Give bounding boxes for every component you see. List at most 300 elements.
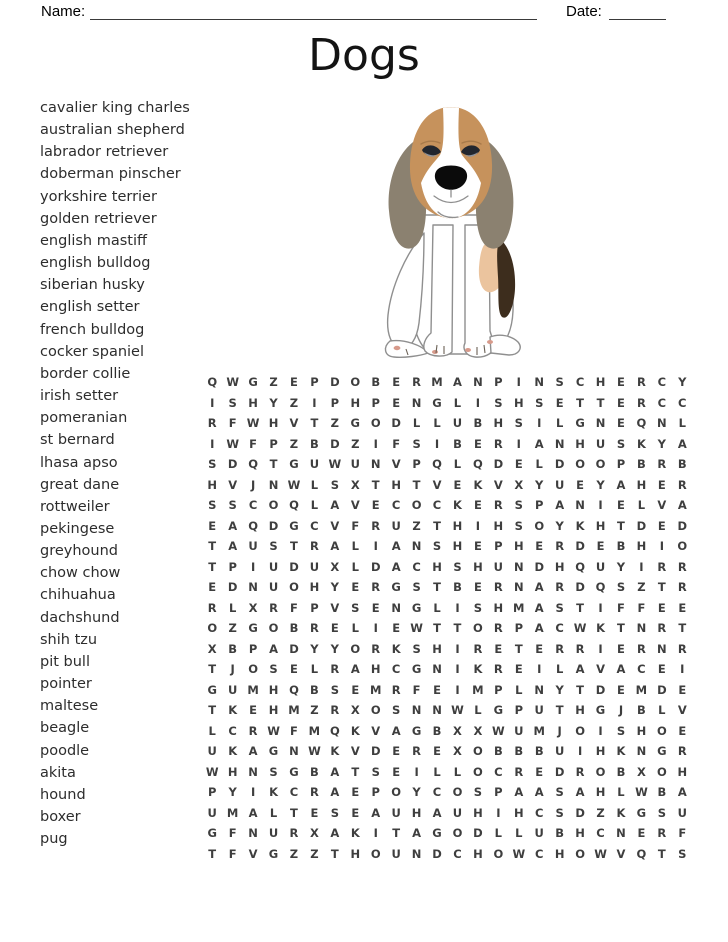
grid-letter: P xyxy=(412,457,421,472)
grid-letter: Z xyxy=(289,395,299,410)
grid-letter: L xyxy=(453,764,462,779)
grid-letter: T xyxy=(576,395,585,410)
grid-letter: E xyxy=(678,723,687,738)
grid-letter: O xyxy=(595,457,606,472)
grid-letter: E xyxy=(392,375,401,390)
page-title: Dogs xyxy=(308,30,420,81)
grid-letter: N xyxy=(432,703,442,718)
grid-letter: U xyxy=(534,826,544,841)
grid-letter: S xyxy=(228,395,237,410)
grid-letter: S xyxy=(330,682,339,697)
grid-letter: U xyxy=(534,703,544,718)
name-blank-line xyxy=(90,18,537,20)
grid-letter: N xyxy=(411,703,422,718)
grid-letter: N xyxy=(636,744,647,759)
grid-letter: H xyxy=(268,416,279,431)
grid-letter: U xyxy=(227,682,238,697)
grid-letter: Z xyxy=(351,436,360,451)
grid-letter: K xyxy=(228,703,238,718)
grid-letter: Y xyxy=(596,477,605,492)
grid-letter: S xyxy=(330,477,339,492)
grid-letter: A xyxy=(575,785,585,800)
grid-letter: E xyxy=(617,395,625,410)
grid-letter: R xyxy=(493,662,503,677)
grid-letter: H xyxy=(452,518,463,533)
grid-letter: A xyxy=(269,641,278,656)
grid-letter: I xyxy=(496,805,501,820)
grid-letter: E xyxy=(371,600,380,615)
grid-letter: Y xyxy=(412,785,421,800)
grid-letter: S xyxy=(269,764,278,779)
name-label: Name: xyxy=(41,3,86,20)
grid-letter: S xyxy=(616,723,626,738)
grid-letter: S xyxy=(208,498,217,513)
grid-letter: F xyxy=(228,826,237,841)
grid-letter: O xyxy=(391,785,402,800)
grid-letter: A xyxy=(677,498,687,513)
grid-letter: K xyxy=(453,498,462,513)
grid-letter: K xyxy=(596,621,605,636)
grid-letter: Z xyxy=(289,436,299,451)
grid-letter: E xyxy=(617,682,625,697)
grid-letter: L xyxy=(228,600,237,615)
grid-letter: A xyxy=(228,518,238,533)
grid-letter: R xyxy=(677,559,687,574)
grid-letter: R xyxy=(555,580,565,595)
grid-letter: O xyxy=(207,621,218,636)
grid-letter: E xyxy=(473,580,482,595)
grid-letter: D xyxy=(432,846,442,861)
grid-letter: I xyxy=(373,539,378,554)
grid-letter: N xyxy=(575,498,585,513)
grid-letter: E xyxy=(392,395,401,410)
word-list-item: beagle xyxy=(40,720,90,737)
grid-letter: L xyxy=(678,416,686,431)
grid-letter: N xyxy=(411,846,422,861)
grid-letter: V xyxy=(596,662,605,677)
grid-letter: V xyxy=(228,477,238,492)
grid-letter: R xyxy=(657,621,667,636)
grid-letter: Q xyxy=(636,416,647,431)
grid-letter: H xyxy=(595,518,606,533)
grid-letter: M xyxy=(288,703,300,718)
grid-letter: C xyxy=(596,826,605,841)
grid-letter: T xyxy=(433,621,441,636)
grid-letter: R xyxy=(207,600,217,615)
grid-letter: T xyxy=(433,518,441,533)
grid-letter: C xyxy=(678,395,687,410)
grid-letter: R xyxy=(636,375,646,390)
grid-letter: X xyxy=(350,477,360,492)
grid-letter: I xyxy=(577,744,583,759)
grid-letter: T xyxy=(576,600,585,615)
grid-letter: E xyxy=(351,805,360,820)
grid-letter: R xyxy=(473,641,483,656)
grid-letter: L xyxy=(310,498,319,513)
grid-letter: A xyxy=(534,600,544,615)
grid-letter: A xyxy=(248,805,258,820)
grid-letter: G xyxy=(411,600,422,615)
grid-letter: T xyxy=(576,682,585,697)
grid-letter: P xyxy=(208,785,217,800)
grid-letter: U xyxy=(493,559,504,574)
grid-letter: Z xyxy=(330,416,340,431)
grid-letter: N xyxy=(657,641,667,656)
grid-letter: S xyxy=(616,436,626,451)
grid-letter: A xyxy=(248,744,258,759)
grid-letter: V xyxy=(350,744,360,759)
word-list-item: australian shepherd xyxy=(40,122,185,139)
word-list-item: french bulldog xyxy=(40,321,145,338)
grid-letter: E xyxy=(535,764,544,779)
grid-letter: Q xyxy=(207,375,218,390)
grid-letter: T xyxy=(310,416,319,431)
dog-right-hind-paw xyxy=(490,335,520,355)
grid-letter: O xyxy=(350,641,361,656)
grid-letter: R xyxy=(493,621,503,636)
grid-letter: A xyxy=(330,539,340,554)
grid-letter: L xyxy=(269,805,278,820)
grid-letter: W xyxy=(226,375,239,390)
grid-letter: A xyxy=(330,764,340,779)
grid-letter: Y xyxy=(310,641,319,656)
grid-letter: H xyxy=(473,559,483,574)
grid-letter: M xyxy=(247,682,259,697)
grid-letter: Z xyxy=(310,703,319,718)
grid-letter: S xyxy=(208,457,217,472)
grid-letter: G xyxy=(207,826,217,841)
grid-letter: Y xyxy=(555,518,564,533)
grid-letter: T xyxy=(514,641,523,656)
grid-letter: K xyxy=(350,723,360,738)
word-list-item: pit bull xyxy=(40,653,90,670)
word-list-item: chihuahua xyxy=(40,587,116,604)
grid-letter: I xyxy=(434,436,440,451)
grid-letter: H xyxy=(636,477,647,492)
grid-letter: R xyxy=(514,764,524,779)
grid-letter: R xyxy=(657,559,667,574)
grid-letter: N xyxy=(248,826,258,841)
grid-letter: H xyxy=(493,600,504,615)
grid-letter: V xyxy=(289,416,299,431)
grid-letter: Y xyxy=(657,436,666,451)
grid-letter: C xyxy=(575,375,585,390)
letter-grid xyxy=(202,372,693,864)
grid-letter: A xyxy=(534,436,544,451)
grid-letter: G xyxy=(289,764,299,779)
grid-letter: P xyxy=(514,703,523,718)
grid-letter: D xyxy=(473,826,483,841)
grid-letter: H xyxy=(207,477,218,492)
grid-letter: I xyxy=(659,539,664,554)
grid-letter: I xyxy=(312,395,317,410)
grid-letter: N xyxy=(411,395,422,410)
grid-letter: S xyxy=(494,395,503,410)
grid-letter: D xyxy=(575,805,585,820)
grid-letter: T xyxy=(330,846,339,861)
grid-letter: I xyxy=(455,662,460,677)
grid-letter: A xyxy=(575,662,585,677)
grid-letter: M xyxy=(513,600,525,615)
grid-letter: F xyxy=(249,436,258,451)
grid-letter: A xyxy=(616,662,626,677)
grid-letter: E xyxy=(433,744,441,759)
grid-letter: F xyxy=(637,600,646,615)
grid-letter: R xyxy=(371,641,381,656)
grid-letter: A xyxy=(534,621,544,636)
grid-letter: R xyxy=(309,785,319,800)
grid-letter: H xyxy=(595,744,606,759)
grid-letter: C xyxy=(534,846,544,861)
grid-letter: C xyxy=(453,846,462,861)
grid-letter: I xyxy=(373,621,378,636)
grid-letter: O xyxy=(268,498,279,513)
grid-letter: Q xyxy=(473,457,483,472)
grid-letter: X xyxy=(248,600,258,615)
grid-letter: T xyxy=(208,559,217,574)
grid-letter: C xyxy=(657,395,667,410)
grid-letter: E xyxy=(657,600,666,615)
word-list-item: irish setter xyxy=(40,388,119,405)
grid-letter: I xyxy=(250,559,256,574)
word-list-item: yorkshire terrier xyxy=(40,188,157,205)
word-list-item: great dane xyxy=(40,476,120,493)
grid-letter: T xyxy=(290,539,298,554)
grid-letter: N xyxy=(473,375,483,390)
grid-letter: H xyxy=(677,764,688,779)
grid-letter: A xyxy=(677,785,687,800)
grid-letter: D xyxy=(370,559,381,574)
grid-letter: A xyxy=(555,498,565,513)
grid-letter: I xyxy=(373,436,378,451)
grid-letter: S xyxy=(412,580,421,595)
grid-letter: V xyxy=(371,723,381,738)
grid-letter: D xyxy=(391,416,401,431)
grid-letter: Y xyxy=(228,785,237,800)
grid-letter: E xyxy=(392,744,401,759)
grid-letter: H xyxy=(350,395,361,410)
grid-letter: O xyxy=(452,785,463,800)
grid-letter: S xyxy=(555,785,564,800)
word-list-item: cavalier king charles xyxy=(40,100,190,116)
word-list-item: boxer xyxy=(40,809,81,825)
grid-letter: W xyxy=(512,846,526,861)
grid-letter: O xyxy=(595,764,606,779)
grid-letter: S xyxy=(330,805,339,820)
grid-letter: C xyxy=(494,764,503,779)
grid-letter: K xyxy=(636,436,646,451)
grid-letter: Z xyxy=(269,375,278,390)
grid-letter: D xyxy=(554,764,565,779)
grid-letter: A xyxy=(677,436,687,451)
grid-letter: H xyxy=(432,641,442,656)
grid-letter: P xyxy=(310,375,319,390)
grid-letter: R xyxy=(330,703,340,718)
grid-letter: L xyxy=(208,723,216,738)
grid-letter: R xyxy=(575,641,585,656)
grid-letter: P xyxy=(494,375,503,390)
grid-letter: U xyxy=(268,580,279,595)
grid-letter: L xyxy=(453,395,462,410)
grid-letter: I xyxy=(680,662,685,677)
grid-letter: E xyxy=(351,580,360,595)
grid-letter: C xyxy=(289,785,299,800)
grid-letter: L xyxy=(515,682,523,697)
grid-letter: A xyxy=(432,805,442,820)
grid-letter: R xyxy=(575,764,585,779)
grid-letter: H xyxy=(350,846,361,861)
grid-letter: I xyxy=(516,375,521,390)
grid-letter: E xyxy=(535,641,544,656)
grid-letter: A xyxy=(330,826,340,841)
grid-letter: B xyxy=(637,457,646,472)
grid-letter: Q xyxy=(595,580,606,595)
word-list-item: pug xyxy=(40,831,68,848)
grid-letter: F xyxy=(412,682,421,697)
grid-letter: N xyxy=(534,375,545,390)
grid-letter: D xyxy=(330,436,340,451)
grid-letter: H xyxy=(473,846,483,861)
grid-letter: C xyxy=(412,559,421,574)
grid-letter: X xyxy=(473,723,483,738)
grid-letter: L xyxy=(555,416,564,431)
grid-letter: M xyxy=(226,805,239,820)
grid-letter: M xyxy=(308,723,321,738)
word-list-item: dachshund xyxy=(40,609,120,626)
grid-letter: B xyxy=(534,744,544,759)
grid-letter: U xyxy=(268,559,279,574)
grid-letter: S xyxy=(555,805,564,820)
grid-letter: E xyxy=(473,539,482,554)
grid-letter: T xyxy=(208,539,217,554)
grid-letter: R xyxy=(636,641,646,656)
grid-letter: L xyxy=(351,559,359,574)
grid-letter: G xyxy=(248,621,258,636)
grid-letter: K xyxy=(391,641,401,656)
grid-letter: P xyxy=(228,559,237,574)
grid-letter: R xyxy=(330,662,340,677)
grid-letter: O xyxy=(350,375,361,390)
grid-letter: G xyxy=(595,703,606,718)
grid-letter: G xyxy=(268,744,279,759)
grid-letter: R xyxy=(677,744,687,759)
grid-letter: I xyxy=(516,436,521,451)
grid-letter: N xyxy=(534,682,545,697)
grid-letter: A xyxy=(514,785,524,800)
grid-letter: S xyxy=(535,395,544,410)
grid-letter: H xyxy=(473,805,483,820)
grid-letter: G xyxy=(493,703,504,718)
grid-letter: E xyxy=(351,785,360,800)
word-list-item: siberian husky xyxy=(40,277,145,294)
grid-letter: E xyxy=(514,662,523,677)
grid-letter: R xyxy=(657,457,667,472)
grid-letter: E xyxy=(657,477,666,492)
date-label: Date: xyxy=(566,3,602,20)
grid-letter: S xyxy=(473,600,483,615)
grid-letter: C xyxy=(228,723,237,738)
grid-letter: D xyxy=(534,559,544,574)
grid-letter: S xyxy=(228,498,237,513)
grid-letter: C xyxy=(391,662,401,677)
grid-letter: U xyxy=(309,457,320,472)
grid-letter: S xyxy=(678,846,687,861)
grid-letter: Q xyxy=(329,723,340,738)
grid-letter: O xyxy=(248,662,258,677)
word-list-item: labrador retriever xyxy=(40,144,169,161)
grid-letter: P xyxy=(371,395,380,410)
grid-letter: I xyxy=(414,764,419,779)
grid-letter: H xyxy=(575,703,585,718)
grid-letter: Y xyxy=(678,375,687,390)
grid-letter: M xyxy=(431,375,443,390)
grid-letter: U xyxy=(677,805,687,820)
grid-letter: H xyxy=(370,662,381,677)
grid-letter: B xyxy=(228,641,238,656)
grid-letter: L xyxy=(637,498,646,513)
grid-letter: B xyxy=(677,457,687,472)
grid-letter: A xyxy=(616,477,626,492)
grid-letter: I xyxy=(639,559,644,574)
grid-letter: A xyxy=(371,805,381,820)
grid-letter: K xyxy=(228,744,238,759)
grid-letter: X xyxy=(636,764,646,779)
grid-letter: W xyxy=(328,457,342,472)
grid-letter: K xyxy=(575,518,585,533)
grid-letter: F xyxy=(228,846,237,861)
grid-letter: C xyxy=(432,498,442,513)
grid-letter: U xyxy=(452,416,463,431)
grid-letter: U xyxy=(514,723,524,738)
grid-letter: T xyxy=(392,826,401,841)
grid-letter: V xyxy=(330,518,340,533)
word-list-item: border collie xyxy=(40,365,131,382)
grid-letter: P xyxy=(616,457,626,472)
grid-letter: R xyxy=(371,580,381,595)
grid-letter: K xyxy=(330,744,340,759)
grid-letter: U xyxy=(554,744,565,759)
grid-letter: E xyxy=(473,436,482,451)
grid-letter: P xyxy=(371,785,380,800)
grid-letter: S xyxy=(392,703,401,718)
grid-letter: I xyxy=(598,498,603,513)
grid-letter: W xyxy=(226,436,239,451)
grid-letter: O xyxy=(575,723,585,738)
grid-letter: Z xyxy=(637,580,646,595)
grid-letter: E xyxy=(392,621,401,636)
grid-letter: Y xyxy=(330,580,339,595)
grid-letter: I xyxy=(537,662,542,677)
grid-letter: G xyxy=(636,805,647,820)
grid-letter: S xyxy=(351,600,360,615)
grid-letter: L xyxy=(474,703,482,718)
grid-letter: Q xyxy=(289,498,299,513)
grid-letter: X xyxy=(330,559,340,574)
grid-letter: R xyxy=(677,580,687,595)
grid-letter: M xyxy=(369,682,382,697)
grid-letter: E xyxy=(617,375,625,390)
grid-letter: G xyxy=(432,826,442,841)
grid-letter: L xyxy=(310,662,319,677)
grid-letter: H xyxy=(411,805,422,820)
grid-letter: U xyxy=(452,805,463,820)
grid-letter: U xyxy=(391,846,401,861)
grid-letter: I xyxy=(475,395,481,410)
grid-letter: O xyxy=(575,846,585,861)
grid-letter: S xyxy=(432,539,442,554)
grid-letter: O xyxy=(473,744,483,759)
grid-letter: D xyxy=(330,375,340,390)
